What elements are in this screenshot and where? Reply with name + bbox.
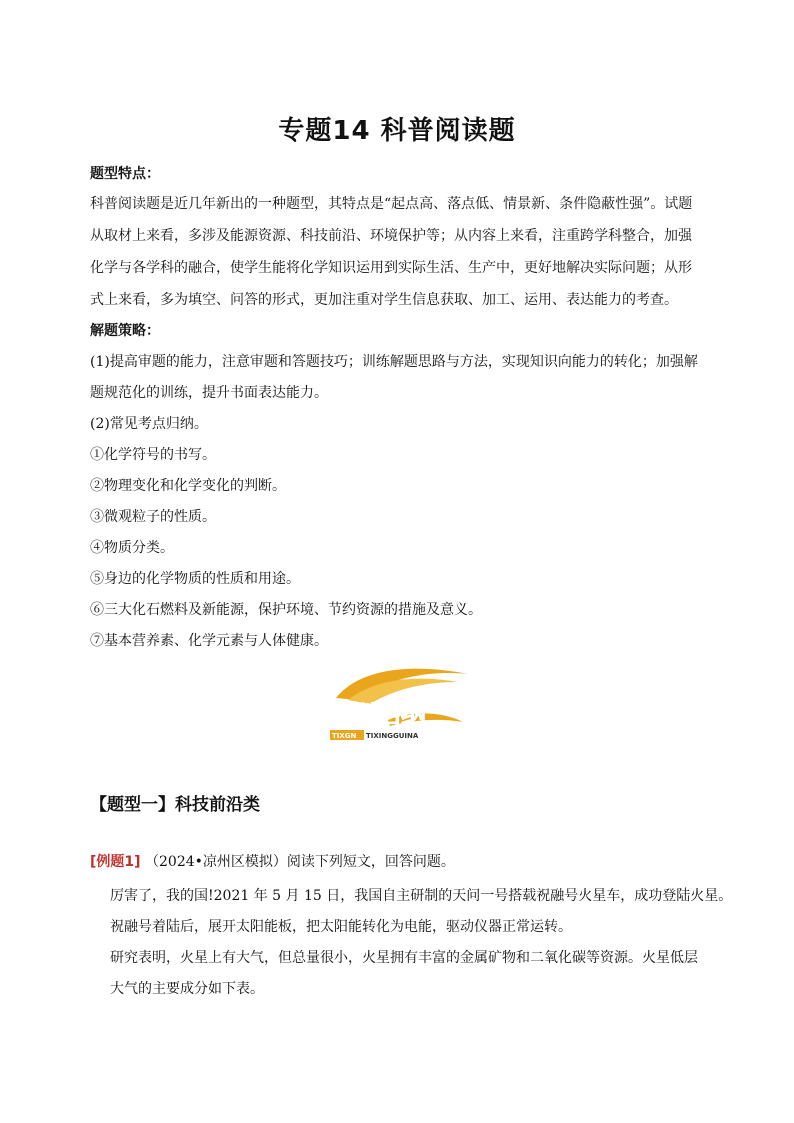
tixing-guina-logo — [318, 660, 478, 742]
swoosh-logo-icon — [318, 660, 478, 742]
section-title: 【题型一】科技前沿类 — [90, 795, 260, 815]
strategy-line: 题规范化的训练，提升书面表达能力。 — [90, 385, 328, 401]
strategy-line: ④物质分类。 — [90, 540, 174, 556]
example-paragraph: 大气的主要成分如下表。 — [110, 981, 264, 997]
strategy-line: ⑥三大化石燃料及新能源，保护环境、节约资源的措施及意义。 — [90, 602, 482, 618]
strategy-line: ②物理变化和化学变化的判断。 — [90, 478, 286, 494]
strategy-line: (1)提高审题的能力，注意审题和答题技巧；训练解题思路与方法，实现知识向能力的转化；加强解 — [90, 354, 698, 370]
strategy-heading: 解题策略： — [90, 323, 160, 339]
example-paragraph: 祝融号着陆后，展开太阳能板，把太阳能转化为电能，驱动仪器正常运转。 — [110, 919, 572, 935]
example-paragraph: 厉害了，我的国!2021 年 5 月 15 日，我国自主研制的天问一号搭载祝融号火星车，成功登陆火星。 — [110, 888, 733, 904]
page-title: 专题14 科普阅读题 — [278, 116, 516, 146]
features-line: 式上来看，多为填空、问答的形式，更加注重对学生信息获取、加工、运用、表达能力的考查。 — [90, 292, 678, 308]
strategy-line: (2)常见考点归纳。 — [90, 416, 208, 432]
strategy-line: ⑦基本营养素、化学元素与人体健康。 — [90, 633, 328, 649]
logo-main-text: 题型归纳 — [326, 701, 427, 730]
example-source: （2024•凉州区模拟）阅读下列短文，回答问题。 — [145, 854, 455, 870]
logo-pinyin: TIXINGGUINA — [366, 732, 419, 740]
example-tag: [例题1] — [90, 854, 141, 870]
features-line: 科普阅读题是近几年新出的一种题型，其特点是“起点高、落点低、情景新、条件隐蔽性强”。试题 — [90, 196, 693, 212]
strategy-line: ⑤身边的化学物质的性质和用途。 — [90, 571, 300, 587]
strategy-line: ③微观粒子的性质。 — [90, 509, 216, 525]
strategy-line: ①化学符号的书写。 — [90, 447, 216, 463]
features-heading: 题型特点： — [90, 166, 160, 182]
features-line: 从取材上来看，多涉及能源资源、科技前沿、环境保护等；从内容上来看，注重跨学科整合，加强 — [90, 228, 692, 244]
features-line: 化学与各学科的融合，使学生能将化学知识运用到实际生活、生产中，更好地解决实际问题；从形 — [90, 260, 692, 276]
example-header — [90, 852, 710, 872]
logo-small-tag: TIXGN — [332, 732, 357, 740]
example-paragraph: 研究表明，火星上有大气，但总量很小，火星拥有丰富的金属矿物和二氧化碳等资源。火星低层 — [110, 950, 698, 966]
